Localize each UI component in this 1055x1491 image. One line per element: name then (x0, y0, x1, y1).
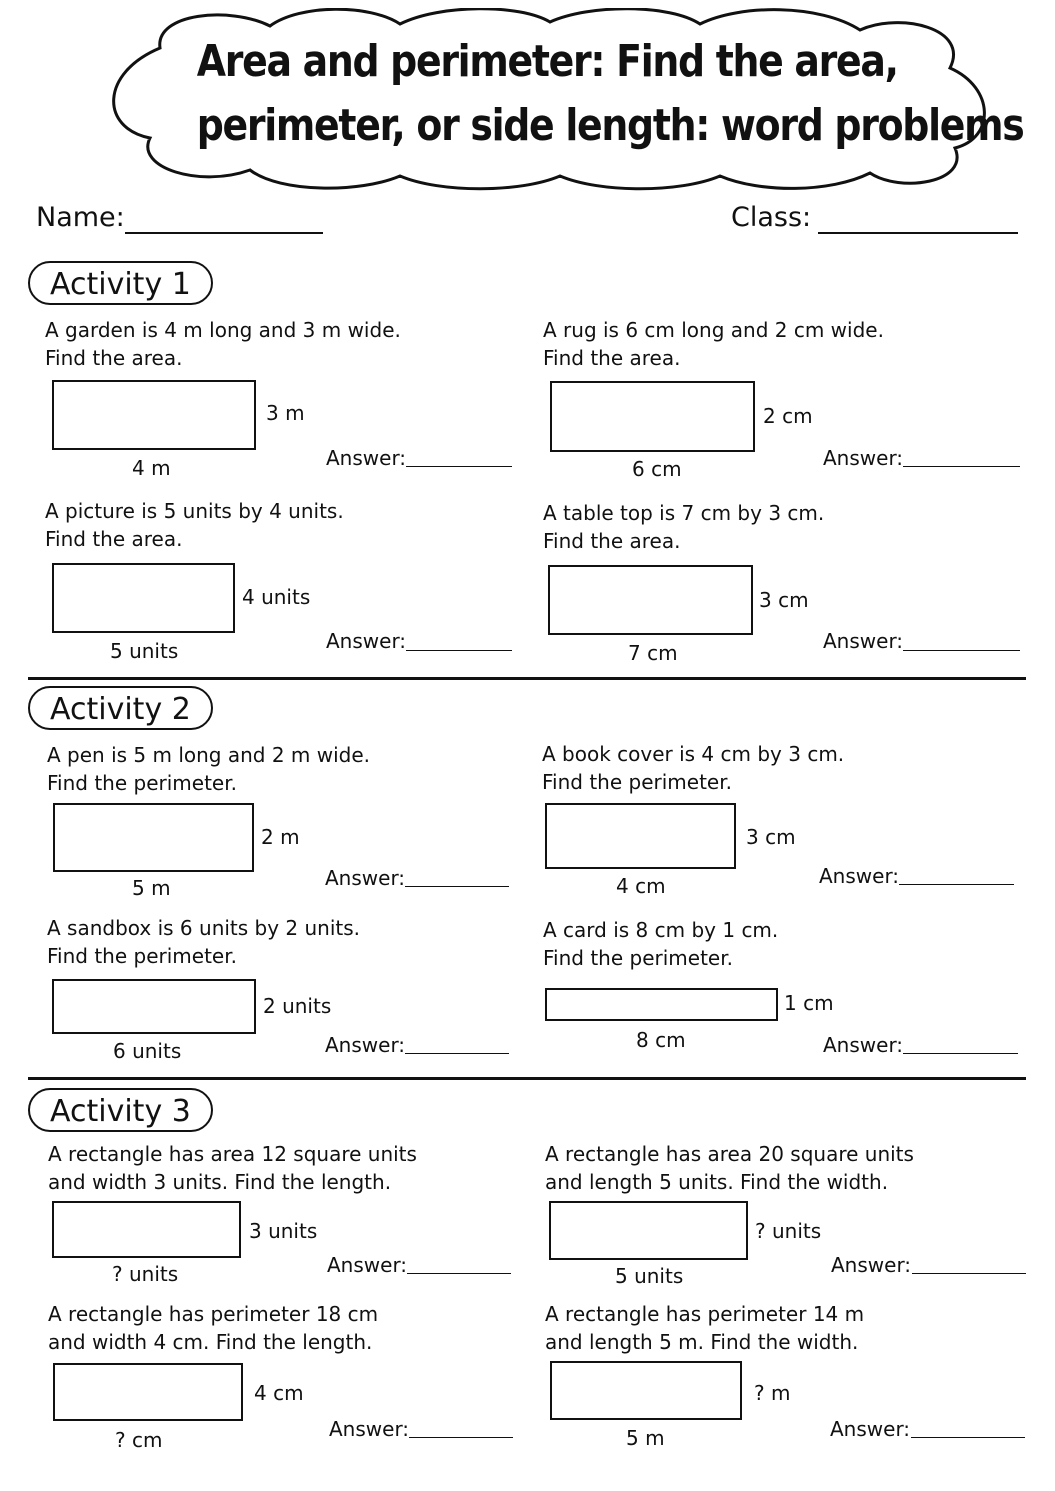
answer-label: Answer: (326, 629, 407, 653)
width-label: 5 units (615, 1264, 684, 1288)
answer-line[interactable] (407, 1273, 511, 1274)
width-label: ? cm (115, 1428, 163, 1452)
problem-text: A sandbox is 6 units by 2 units. Find the perimeter. (47, 916, 361, 968)
activity-3-heading: Activity 3 (28, 1088, 213, 1132)
height-label: 2 cm (763, 404, 813, 428)
answer-line[interactable] (912, 1273, 1026, 1274)
problem-text: A book cover is 4 cm by 3 cm. Find the perimeter. (542, 742, 845, 794)
width-label: 4 m (132, 456, 171, 480)
width-label: 5 m (132, 876, 171, 900)
answer-label: Answer: (830, 1417, 911, 1441)
problem-text: A picture is 5 units by 4 units. Find the area. (45, 499, 344, 551)
name-label: Name: (36, 202, 125, 233)
width-label: 5 m (626, 1426, 665, 1450)
rectangle-diagram (52, 563, 235, 633)
answer-label: Answer: (819, 864, 900, 888)
activity-1-heading: Activity 1 (28, 261, 213, 305)
height-label: 2 m (261, 825, 300, 849)
problem-text: A rectangle has perimeter 18 cm and width 4 cm. Find the length. (48, 1302, 379, 1354)
problem-text: A rectangle has area 20 square units and length 5 units. Find the width. (545, 1142, 914, 1194)
page-title-line-2: perimeter, or side length: word problems (196, 100, 1024, 151)
height-label: 2 units (263, 994, 332, 1018)
rectangle-diagram (550, 381, 755, 452)
problem-text: A card is 8 cm by 1 cm. Find the perimeter. (543, 918, 779, 970)
rectangle-diagram (548, 565, 753, 635)
answer-label: Answer: (831, 1253, 912, 1277)
height-label: 1 cm (784, 991, 834, 1015)
problem-text: A rectangle has area 12 square units and width 3 units. Find the length. (48, 1142, 417, 1194)
rectangle-diagram (53, 1363, 243, 1421)
answer-label: Answer: (329, 1417, 410, 1441)
height-label: 3 units (249, 1219, 318, 1243)
problem-text: A table top is 7 cm by 3 cm. Find the area. (543, 501, 825, 553)
height-label: 3 cm (746, 825, 796, 849)
answer-line[interactable] (903, 466, 1020, 467)
rectangle-diagram (550, 1361, 742, 1420)
width-label: ? units (112, 1262, 179, 1286)
answer-line[interactable] (405, 886, 509, 887)
section-divider (28, 677, 1026, 680)
height-label: 4 units (242, 585, 311, 609)
rectangle-diagram (545, 988, 778, 1021)
rectangle-diagram (549, 1201, 748, 1260)
problem-text: A pen is 5 m long and 2 m wide. Find the perimeter. (47, 743, 371, 795)
answer-line[interactable] (409, 1437, 513, 1438)
rectangle-diagram (52, 979, 256, 1034)
page-title-line-1: Area and perimeter: Find the area, (196, 36, 898, 87)
answer-line[interactable] (899, 884, 1014, 885)
activity-2-heading: Activity 2 (28, 686, 213, 730)
answer-label: Answer: (823, 446, 904, 470)
section-divider (28, 1077, 1026, 1080)
width-label: 7 cm (628, 641, 678, 665)
height-label: 3 cm (759, 588, 809, 612)
problem-text: A rectangle has perimeter 14 m and length 5 m. Find the width. (545, 1302, 865, 1354)
width-label: 6 cm (632, 457, 682, 481)
answer-line[interactable] (911, 1437, 1025, 1438)
rectangle-diagram (53, 803, 254, 872)
answer-line[interactable] (903, 650, 1020, 651)
answer-label: Answer: (823, 1033, 904, 1057)
answer-label: Answer: (325, 1033, 406, 1057)
rectangle-diagram (545, 803, 736, 869)
rectangle-diagram (52, 380, 256, 450)
width-label: 8 cm (636, 1028, 686, 1052)
answer-line[interactable] (406, 650, 512, 651)
problem-text: A garden is 4 m long and 3 m wide. Find the area. (45, 318, 401, 370)
height-label: 3 m (266, 401, 305, 425)
height-label: ? units (755, 1219, 822, 1243)
width-label: 6 units (113, 1039, 182, 1063)
class-label: Class: (731, 202, 812, 233)
answer-label: Answer: (325, 866, 406, 890)
height-label: 4 cm (254, 1381, 304, 1405)
answer-line[interactable] (405, 1053, 509, 1054)
width-label: 4 cm (616, 874, 666, 898)
width-label: 5 units (110, 639, 179, 663)
answer-label: Answer: (326, 446, 407, 470)
problem-text: A rug is 6 cm long and 2 cm wide. Find the area. (543, 318, 884, 370)
rectangle-diagram (52, 1201, 241, 1258)
answer-line[interactable] (903, 1053, 1018, 1054)
answer-label: Answer: (327, 1253, 408, 1277)
name-input-line[interactable] (125, 232, 323, 234)
class-input-line[interactable] (818, 232, 1018, 234)
answer-line[interactable] (406, 466, 512, 467)
height-label: ? m (754, 1381, 791, 1405)
answer-label: Answer: (823, 629, 904, 653)
